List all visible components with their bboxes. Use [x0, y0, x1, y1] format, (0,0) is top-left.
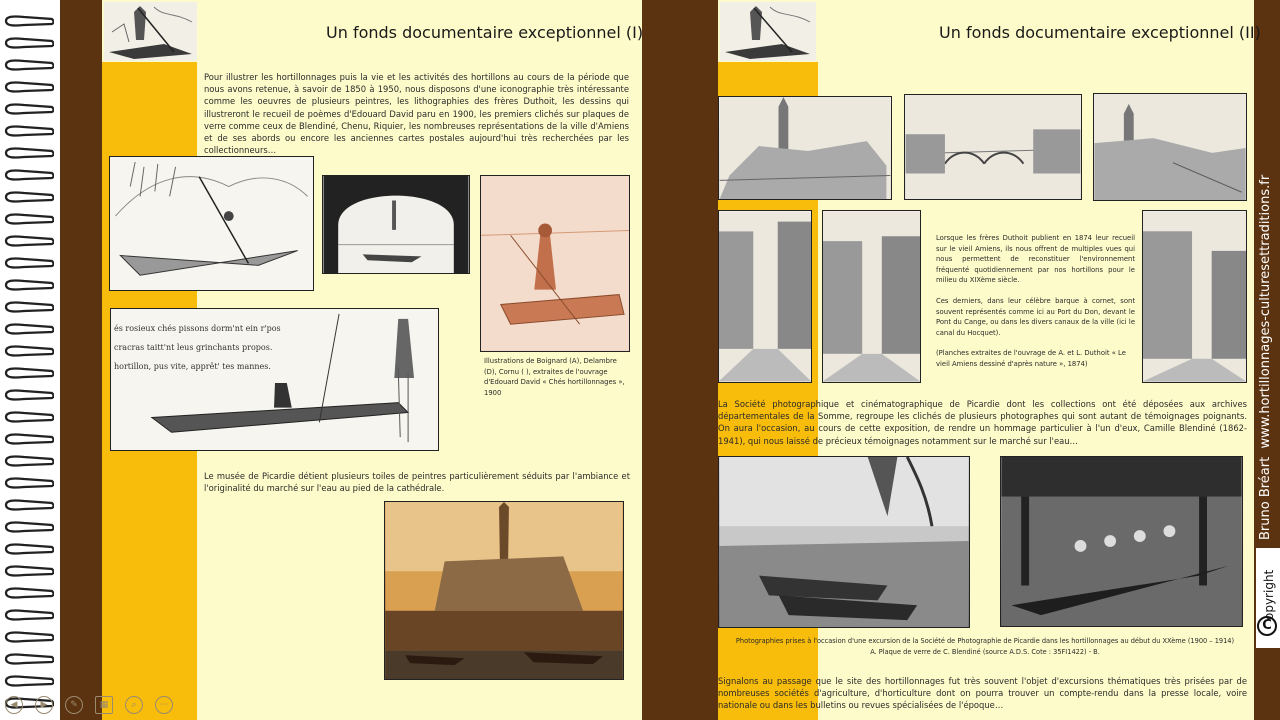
copyright-author: Bruno Bréart: [1258, 456, 1273, 540]
duthoit-canal-street-3: [1142, 210, 1247, 383]
binding-ring: [4, 496, 54, 508]
left-intro-text: Pour illustrer les hortillonnages puis la vie et les activités des hortillons au cours de la période que nous avons retenue, à savoir de 1850 à 1950, nous disposons d'une iconographie très intéressante comme les oeuvres de plusieurs peintres, les lithographies des frères Duthoit, les dessins qui illustreront le recueil de poèmes d'Edouard David paru en 1900, les premiers clichés sur plaques de verre comme ceux de Blendiné, Chenu, Riquier, les nombreuses représentations de la ville d'Amiens et de ses abords ou encore les anciennes cartes postales aujourd'hui très recherchées par les collectionneurs…: [204, 72, 629, 156]
binding-ring: [4, 298, 54, 310]
binding-ring: [4, 166, 54, 178]
photo-caption-1: Photographies prises à l'occasion d'une excursion de la Société de Photographie de Picardie dans les hortillonnages au début du XXème (1900 – 1914): [735, 637, 1235, 645]
binding-ring: [4, 408, 54, 420]
binding-ring: [4, 584, 54, 596]
binding-ring: [4, 320, 54, 332]
duthoit-canal-street-1: [718, 210, 812, 383]
center-gutter: [642, 0, 718, 720]
poem-line: cracras taitt'nt leus grinchants propos.: [114, 343, 273, 352]
header-vignette-left: [104, 2, 197, 61]
left-page-title: Un fonds documentaire exceptionnel (I): [326, 23, 644, 42]
pen-icon[interactable]: ✎: [65, 696, 83, 714]
binding-ring: [4, 232, 54, 244]
sepia-drawing-hortillon: [480, 175, 630, 352]
binding-ring: [4, 254, 54, 266]
societe-photographique-text: La Société photographique et cinématographique de Picardie dont les collections ont été déposées aux archives départementales de la Somme, regroupe les clichés de plusieurs photographes qui sont autant de témoignages poignants. On aura l'occasion, au cours de cette exposition, de rendre un hommage particulier à l'un d'eux, Camille Blendiné (1862-1941), qui nous laissé de précieux témoignages notamment sur le marché sur l'eau…: [718, 399, 1247, 446]
duthoit-view-cathedral: [718, 96, 892, 200]
poem-line: hortillon, pus vite, apprêt' tes mannes.: [114, 362, 271, 371]
binding-ring: [4, 210, 54, 222]
duthoit-view-bridge: [904, 94, 1082, 200]
binding-ring: [4, 34, 54, 46]
binding-ring: [4, 100, 54, 112]
binding-ring: [4, 562, 54, 574]
poem-lines: [114, 319, 281, 376]
illustrations-caption: Illustrations de Boignard (A), Delambre (D), Cornu ( ), extraites de l'ouvrage d'Edouard David « Chés hortillonnages », 1900: [484, 357, 625, 397]
binding-ring: [4, 628, 54, 640]
pages-icon[interactable]: ▦: [95, 696, 113, 714]
engraving-boat-reeds: [109, 156, 314, 291]
binding-ring: [4, 188, 54, 200]
binding-ring: [4, 540, 54, 552]
previous-icon[interactable]: ◀: [5, 696, 23, 714]
duthoit-canal-street-2: [822, 210, 921, 383]
photo-excursion-bridge: [1000, 456, 1243, 627]
binding-ring: [4, 606, 54, 618]
binding-ring: [4, 518, 54, 530]
binding-ring: [4, 78, 54, 90]
painting-cathedral-market: [384, 501, 624, 680]
museum-text: Le musée de Picardie détient plusieurs toiles de peintres particulièrement séduits par l'ambiance et l'originalité du marché sur l'eau au pied de la cathédrale.: [204, 471, 630, 494]
copyright-author-site: [1258, 175, 1273, 540]
right-page-title: Un fonds documentaire exceptionnel (II): [939, 23, 1261, 42]
duthoit-text-2: Ces derniers, dans leur célèbre barque à cornet, sont souvent représentés comme ici au Port du Don, devant le Pont du Cange, ou dans les divers canaux de la ville (ici le canal du Hocquet).: [936, 297, 1135, 337]
binding-ring: [4, 386, 54, 398]
binding-ring: [4, 474, 54, 486]
next-icon[interactable]: ▶: [35, 696, 53, 714]
binding-ring: [4, 650, 54, 662]
binding-ring: [4, 276, 54, 288]
binding-ring: [4, 144, 54, 156]
copyright-icon: C: [1257, 616, 1277, 636]
copyright-word: opyright: [1262, 569, 1276, 620]
binding-ring: [4, 452, 54, 464]
zoom-icon[interactable]: ⌕: [125, 696, 143, 714]
spiral-binding: [0, 0, 60, 720]
engraving-bridge-arch: [322, 175, 470, 274]
binding-ring: [4, 56, 54, 68]
more-options-icon[interactable]: ⋯: [155, 696, 173, 714]
binding-ring: [4, 672, 54, 684]
closing-text: Signalons au passage que le site des hortillonnages fut très souvent l'objet d'excursions thématiques très prisées par de nombreuses sociétés d'agriculture, d'horticulture dont on pourra trouver un compte-rendu dans la presse locale, voire nationale ou dans les bulletins ou revues spécialisées de l'époque…: [718, 676, 1247, 711]
binding-ring: [4, 342, 54, 354]
binding-ring: [4, 122, 54, 134]
duthoit-text-1: Lorsque les frères Duthoit publient en 1874 leur recueil sur le vieil Amiens, ils nous offrent de multiples vues qui nous permettent de reconstituer l'environnement fréquenté quotidiennement par nos hortillons pour le milieu du XIXème siècle.: [936, 234, 1135, 284]
binding-ring: [4, 430, 54, 442]
header-vignette-right: [720, 2, 816, 61]
left-border: [60, 0, 102, 720]
duthoit-text-3: (Planches extraites de l'ouvrage de A. et L. Duthoit « Le vieil Amiens dessiné d'après nature », 1874): [936, 349, 1126, 368]
binding-ring: [4, 12, 54, 24]
poem-line: és rosieux chés pissons dorm'nt ein r'pos: [114, 324, 281, 333]
binding-ring: [4, 364, 54, 376]
photo-excursion-boats: [718, 456, 970, 628]
copyright-site: www.hortillonnages-culturesettraditions.fr: [1258, 174, 1273, 449]
duthoit-view-houses: [1093, 93, 1247, 201]
photo-caption-2: A. Plaque de verre de C. Blendiné (source A.D.S. Cote : 35FI1422) - B.: [870, 648, 1100, 656]
